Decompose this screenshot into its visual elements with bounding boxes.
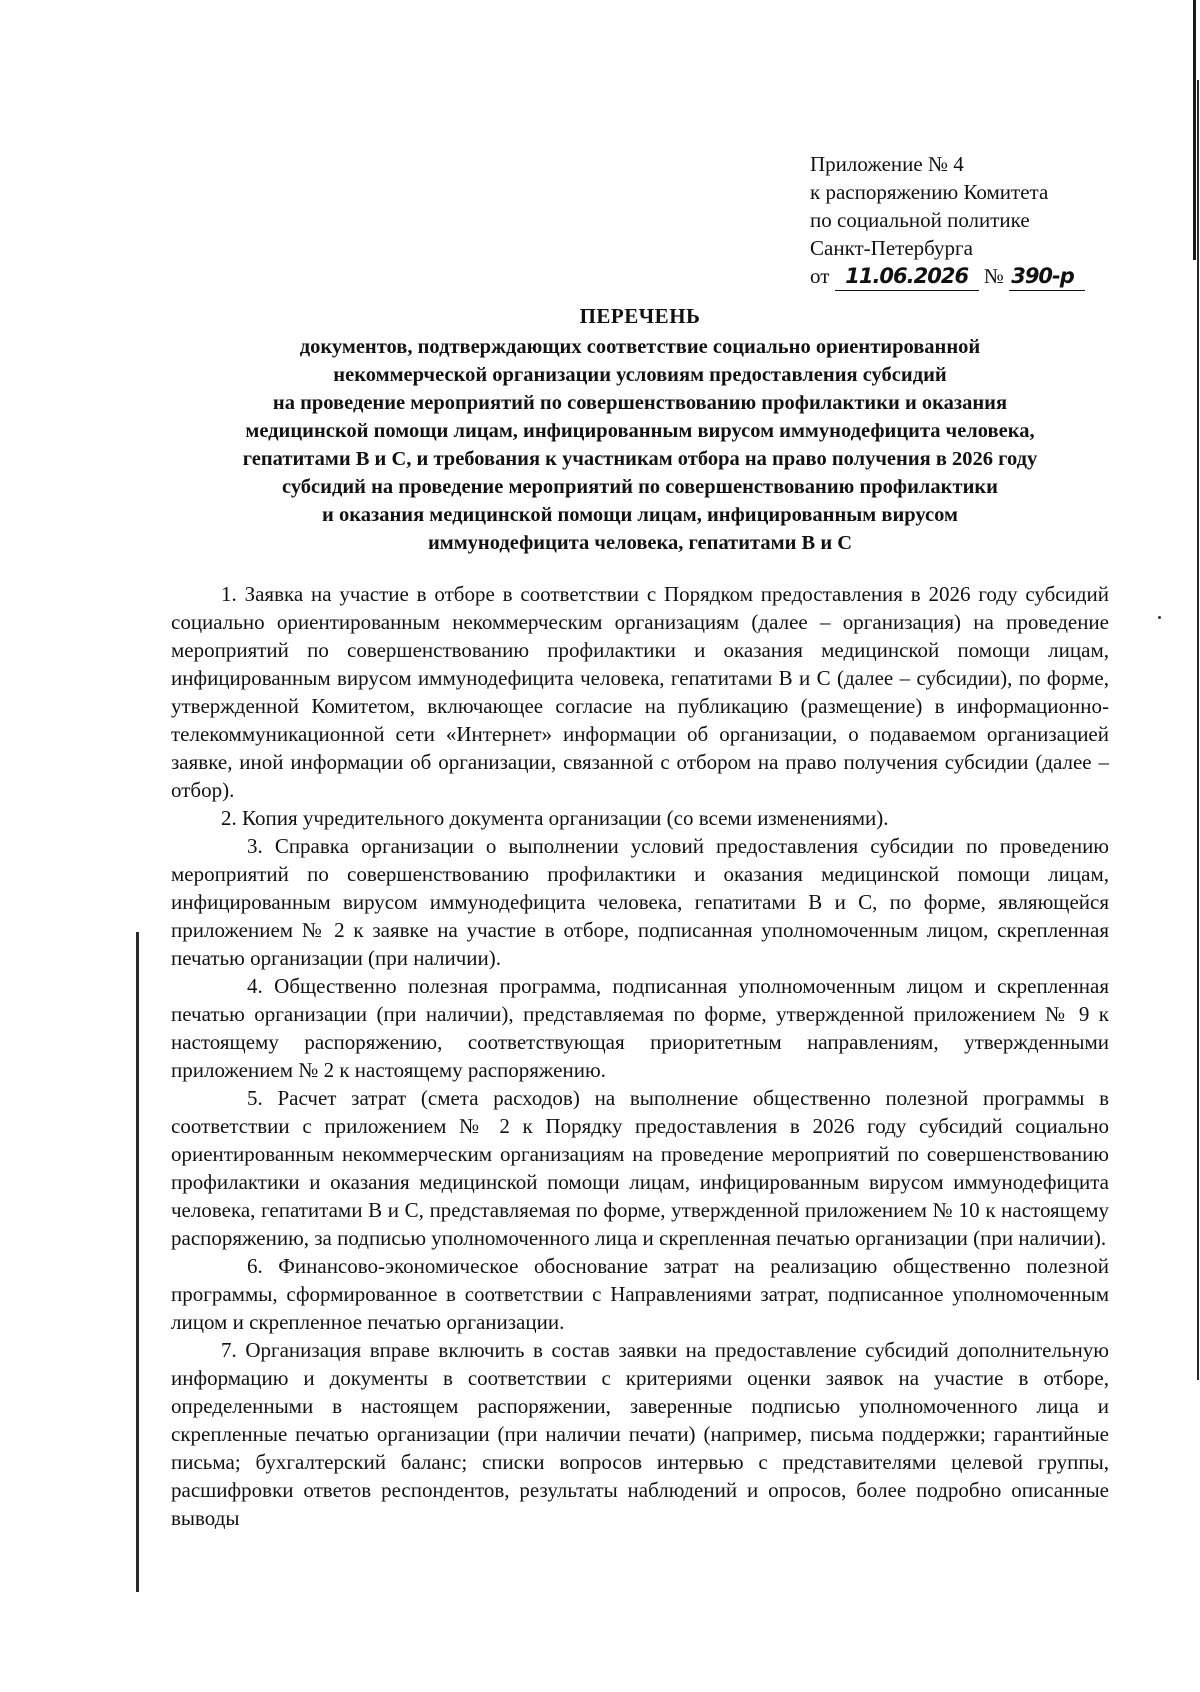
list-item: 4. Общественно полезная программа, подписанная уполномоченным лицом и скрепленная печатью организации (при наличии), представляемая по форме, утвержденной приложением № 9 к настоящему распоряжению, соответствующая приоритетным направлениям, утвержденными приложением № 2 к настоящему распоряжению. xyxy=(171,974,1109,1082)
document-body xyxy=(171,580,1109,1532)
title-line: некоммерческой организации условиям предоставления субсидий xyxy=(333,364,947,386)
appendix-line: к распоряжению Комитета xyxy=(810,180,1049,204)
handwritten-number: 390-р xyxy=(1009,262,1085,291)
appendix-header xyxy=(810,150,1140,291)
scan-edge-artifact xyxy=(136,932,139,1592)
list-item: 6. Финансово-экономическое обоснование затрат на реализацию общественно полезной программы, сформированное в соответствии с Направлениями затрат, подписанное уполномоченным лицом и скрепленное печатью организации. xyxy=(171,1254,1109,1334)
appendix-line: Санкт-Петербурга xyxy=(810,236,973,260)
handwritten-date: 11.06.2026 xyxy=(835,262,979,291)
title-line: на проведение мероприятий по совершенствованию профилактики и оказания xyxy=(272,392,1008,414)
list-item: 1. Заявка на участие в отборе в соответствии с Порядком предоставления в 2026 году субсидий социально ориентированным некоммерческим организациям (далее – организация) на проведение мероприятий по совершенствованию профилактики и оказания медицинской помощи лицам, инфицированным вирусом иммунодефицита человека, гепатитами В и С (далее – субсидии), по форме, утвержденной Комитетом, включающее согласие на публикацию (размещение) в информационно-телекоммуникационной сети «Интернет» информации об организации, о подаваемом организацией заявке, иной информации об организации, связанной с отбором на право получения субсидии (далее – отбор). xyxy=(171,582,1109,802)
list-item: 7. Организация вправе включить в состав заявки на предоставление субсидий дополнительную информацию и документы в соответствии с критериями оценки заявок на участие в отборе, определенными в настоящем распоряжении, заверенные подписью уполномоченного лица и скрепленные печатью организации (при наличии печати) (например, письма поддержки; гарантийные письма; бухгалтерский баланс; списки вопросов интервью с представителями целевой группы, расшифровки ответов респондентов, результаты наблюдений и опросов, более подробно описанные выводы xyxy=(171,1338,1109,1530)
appendix-order-line xyxy=(810,262,1140,291)
scan-edge-artifact xyxy=(1197,80,1199,1380)
scan-speck xyxy=(1158,616,1161,619)
title-heading: ПЕРЕЧЕНЬ xyxy=(579,304,701,328)
list-item: 3. Справка организации о выполнении условий предоставления субсидии по проведению мероприятий по совершенствованию профилактики и оказания медицинской помощи лицам, инфицированным вирусом иммунодефицита человека, гепатитами В и С, по форме, являющейся приложением № 2 к заявке на участие в отборе, подписанная уполномоченным лицом, скрепленная печатью организации (при наличии). xyxy=(171,834,1109,970)
title-line: медицинской помощи лицам, инфицированным вирусом иммунодефицита человека, xyxy=(245,420,1035,442)
document-title xyxy=(160,302,1120,557)
title-line: документов, подтверждающих соответствие социально ориентированной xyxy=(299,336,981,358)
number-label: № xyxy=(983,264,1004,288)
scan-edge-artifact xyxy=(1193,0,1196,260)
from-label: от xyxy=(810,264,830,288)
appendix-line: по социальной политике xyxy=(810,208,1030,232)
appendix-line: Приложение № 4 xyxy=(810,152,964,176)
list-item: 5. Расчет затрат (смета расходов) на выполнение общественно полезной программы в соответствии с приложением № 2 к Порядку предоставления в 2026 году субсидий социально ориентированным некоммерческим организациям на проведение мероприятий по совершенствованию профилактики и оказания медицинской помощи лицам, инфицированным вирусом иммунодефицита человека, гепатитами В и С, представляемая по форме, утвержденной приложением № 10 к настоящему распоряжению, за подписью уполномоченного лица и скрепленная печатью организации (при наличии). xyxy=(171,1086,1109,1250)
title-line: и оказания медицинской помощи лицам, инфицированным вирусом xyxy=(322,504,958,526)
title-line: субсидий на проведение мероприятий по совершенствованию профилактики xyxy=(282,476,998,498)
title-line: гепатитами В и С, и требования к участникам отбора на право получения в 2026 году xyxy=(242,448,1038,470)
title-subtitle xyxy=(160,333,1120,557)
title-line: иммунодефицита человека, гепатитами В и С xyxy=(427,532,853,554)
list-item: 2. Копия учредительного документа организации (со всеми изменениями). xyxy=(221,806,889,830)
